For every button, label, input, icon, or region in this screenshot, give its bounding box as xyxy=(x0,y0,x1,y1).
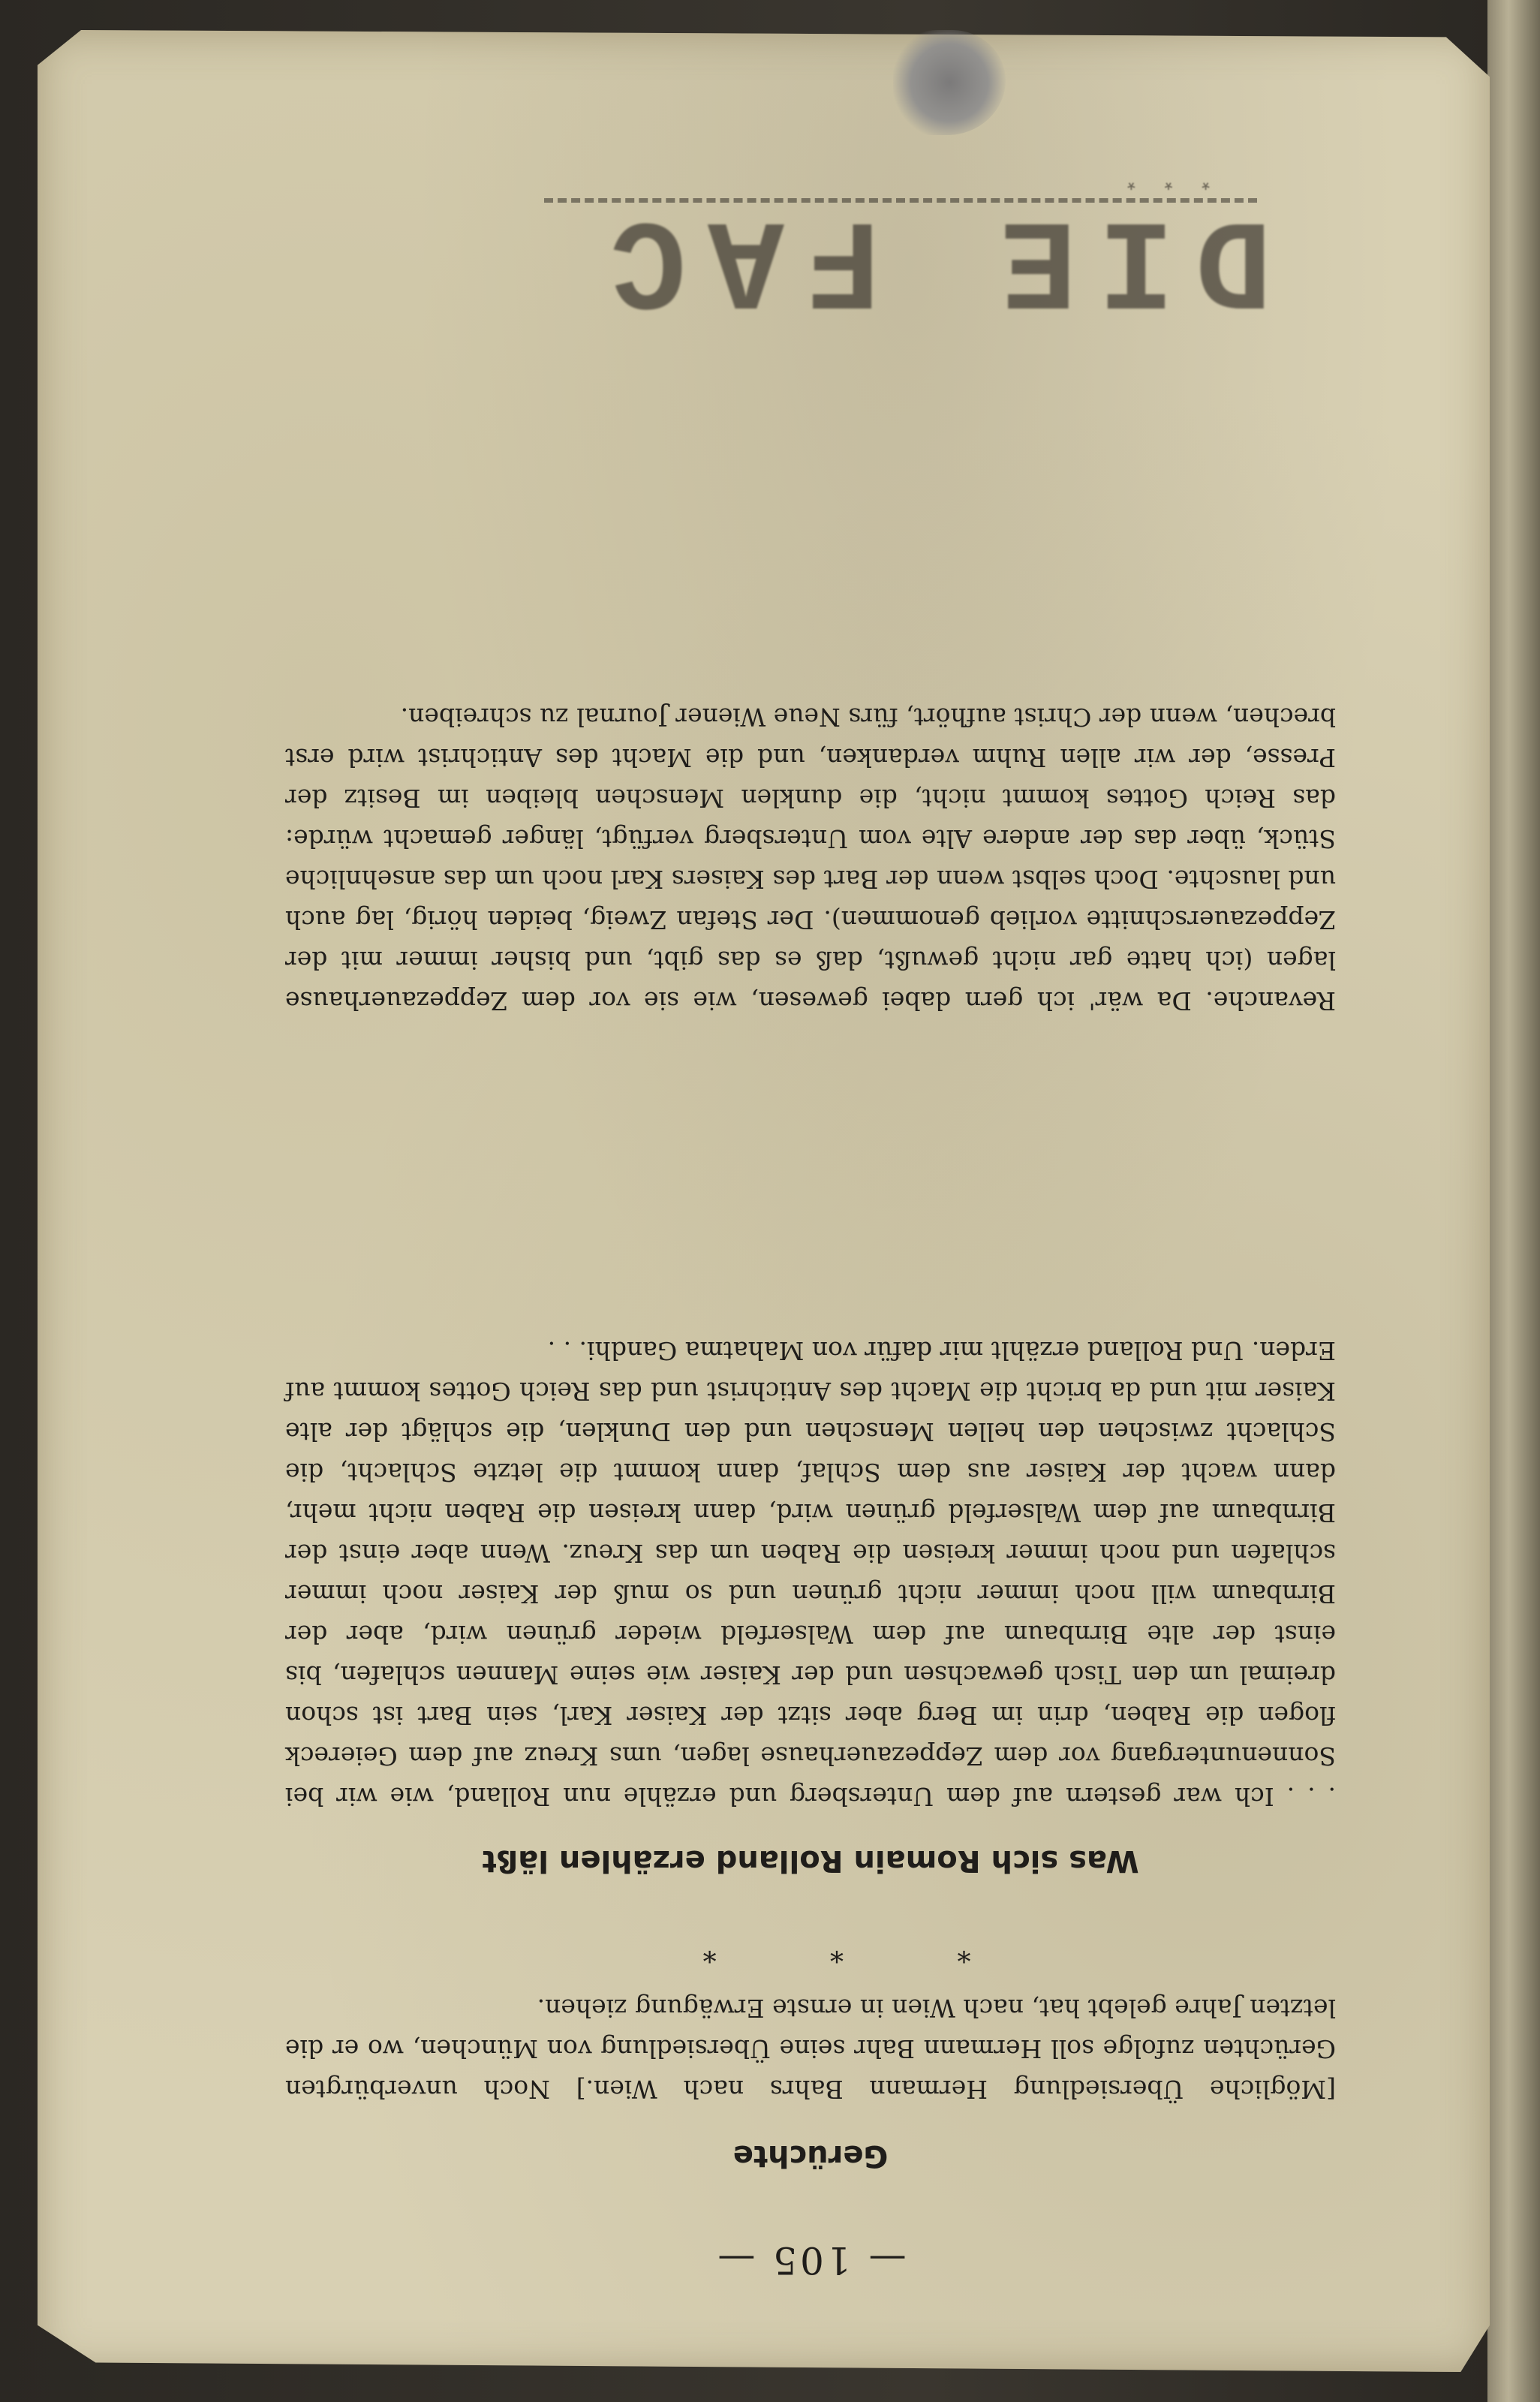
section-heading-rolland: Was sich Romain Rolland erzählen läßt xyxy=(482,1844,1139,1878)
stamp-divider xyxy=(544,198,1257,203)
paragraph-rolland: . . . Ich war gestern auf dem Untersberg und erzähle nun Rolland, wie wir bei Sonnenuntergang vor dem Zeppezauerhause lagen, ums Kreuz auf dem Geiereck flogen die Raben, drin im Berg aber sitzt der Kaiser Karl, sein Bart ist schon dreimal um den Tisch gewachsen und der Kaiser wie seine Mannen schlafen, bis einst der alte Birnbaum auf dem Walserfeld wieder grünen wird, aber der Birnbaum will noch immer nicht grünen und so muß der Kaiser noch immer schlafen und noch immer kreisen die Raben um das Kreuz. Wenn aber einst der Birnbaum auf dem Walserfeld grünen wird, dann kreisen die Raben nicht mehr, dann wacht der Kaiser aus dem Schlaf, dann kommt die letzte Schlacht, die Schlacht zwischen den hellen Menschen und den Dunklen, die schlägt der alte Kaiser mit und da bricht die Macht des Antichrist und das Reich Gottes kommt auf Erden. Und Rolland erzählt mir dafür von Mahatma Gandhi. . . xyxy=(285,1336,1336,1811)
stamp-subtext: * * * xyxy=(1118,168,1212,191)
paragraph-revanche: Revanche. Da wär' ich gern dabei gewesen, wie sie vor dem Zeppezauerhause lagen (ich hatte gar nicht gewußt, daß es das gibt, und bisher immer mit der Zeppezauerschnitte vorlieb genommen). Der Stefan Zweig, beiden hörig, lag auch und lauschte. Doch selbst wenn der Bart des Kaisers Karl noch um das ansehnliche Stück, über das der andere Alte vom Untersberg verfügt, länger gemacht würde: das Reich Gottes kommt nicht, die dunklen Menschen bleiben im Besitz der Presse, der wir allen Ruhm verdanken, und die Macht des Antichrist wird erst brechen, wenn der Christ aufhört, fürs Neue Wiener Journal zu schreiben. xyxy=(285,703,1336,1016)
page-number: — 105 — xyxy=(714,2238,907,2282)
library-stamp xyxy=(552,150,1272,330)
stamp-text: DIE FAC xyxy=(588,185,1272,330)
section-heading-geruechte: Gerüchte xyxy=(732,2139,889,2173)
section-separator: * * * xyxy=(650,1936,971,1967)
rotated-page-content xyxy=(38,30,1490,2372)
book-spine xyxy=(1487,0,1540,2402)
paragraph-geruechte: [Mögliche Übersiedlung Hermann Bahrs nach Wien.] Noch unverbürgten Gerüchten zufolge soll Hermann Bahr seine Übersiedlung von München, wo er die letzten Jahre gelebt hat, nach Wien in ernste Erwägung ziehen. xyxy=(285,1994,1336,2104)
